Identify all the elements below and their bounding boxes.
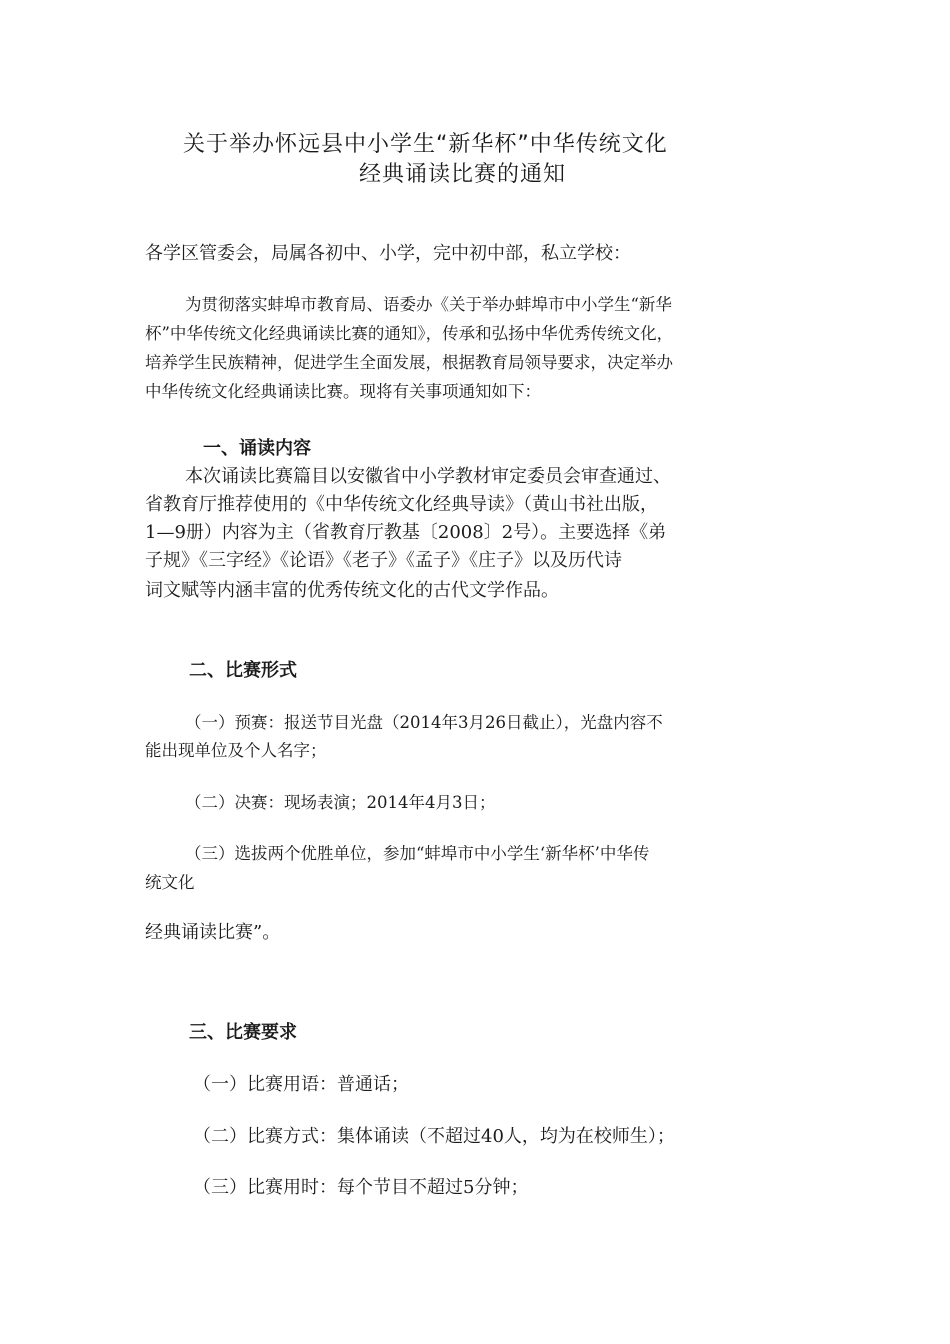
section-3-heading: 三、比赛要求 [189, 1022, 297, 1043]
section-3-item: （二）比赛方式：集体诵读（不超过40人，均为在校师生）； [193, 1126, 675, 1147]
section-2-item-2: （二）决赛：现场表演；2014年4月3日； [185, 793, 496, 812]
intro-line: 为贯彻落实蚌埠市教育局、语委办《关于举办蚌埠市中小学生“新华 [185, 295, 672, 314]
section-2-item-3-line: 统文化 [145, 873, 195, 892]
section-1-line: 本次诵读比赛篇目以安徽省中小学教材审定委员会审查通过、 [185, 466, 671, 487]
intro-line: 培养学生民族精神，促进学生全面发展，根据教育局领导要求，决定举办 [145, 353, 673, 372]
section-1-line: 词文赋等内涵丰富的优秀传统文化的古代文学作品。 [145, 580, 559, 601]
section-2-item-3-tail: 经典诵读比赛”。 [145, 922, 281, 943]
document-title-line-2: 经典诵读比赛的通知 [359, 162, 567, 187]
salutation: 各学区管委会，局属各初中、小学，完中初中部，私立学校： [145, 243, 631, 264]
intro-line: 中华传统文化经典诵读比赛。现将有关事项通知如下： [145, 382, 541, 401]
section-2-item-3-line: （三）选拔两个优胜单位，参加“蚌埠市中小学生‘新华杯’中华传 [185, 844, 650, 863]
section-2-item-1-line: （一）预赛：报送节目光盘（2014年3月26日截止），光盘内容不 [185, 713, 663, 732]
section-2-item-1-line: 能出现单位及个人名字； [145, 741, 327, 760]
section-3-item: （三）比赛用时：每个节目不超过5分钟； [193, 1177, 529, 1198]
section-1-line: 子规》《三字经》《论语》《老子》《孟子》《庄子》以及历代诗 [145, 550, 622, 571]
section-2-heading: 二、比赛形式 [189, 660, 297, 681]
section-1-heading: 一、诵读内容 [203, 438, 311, 459]
intro-line: 杯”中华传统文化经典诵读比赛的通知》，传承和弘扬中华优秀传统文化， [145, 324, 674, 343]
section-1-line: 省教育厅推荐使用的《中华传统文化经典导读》（黄山书社出版， [145, 494, 658, 515]
section-1-line: 1—9册）内容为主（省教育厅教基〔2008〕2号）。主要选择《弟 [145, 522, 667, 543]
document-title-line-1: 关于举办怀远县中小学生“新华杯”中华传统文化 [183, 132, 668, 157]
section-3-item: （一）比赛用语：普通话； [193, 1074, 409, 1095]
